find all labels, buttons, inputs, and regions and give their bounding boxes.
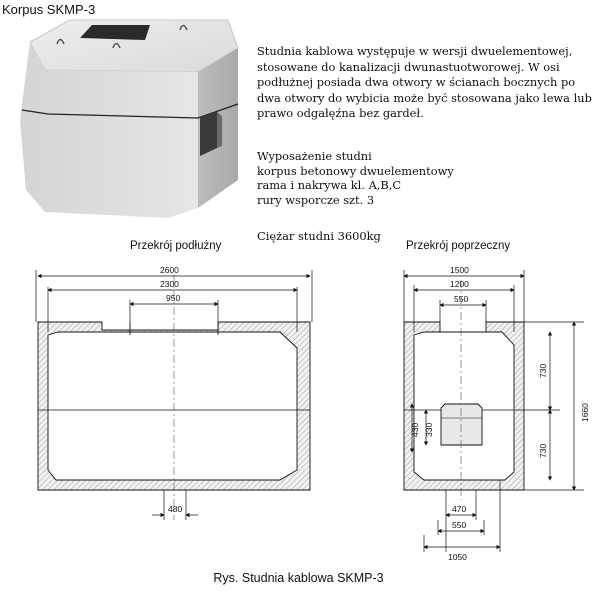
dim-overall-length: 2600 [160, 265, 179, 275]
dim-bottom-470: 470 [452, 504, 467, 514]
cross-section-label: Przekrój poprzeczny [406, 240, 511, 252]
dim-top-opening: 950 [166, 293, 181, 303]
dim-cross-overall: 1500 [450, 265, 469, 275]
dim-bottom-550: 550 [452, 520, 467, 530]
dim-opening-height-2: 330 [424, 422, 434, 437]
weight-info: Ciężar studni 3600kg [257, 229, 381, 243]
dim-upper-height: 730 [538, 363, 548, 378]
dim-opening-height-1: 430 [410, 422, 420, 437]
equipment-heading: Wyposażenie studni [257, 149, 372, 163]
dim-inner-length: 2300 [160, 279, 179, 289]
dim-total-height: 1660 [580, 403, 590, 422]
equipment-item: korpus betonowy dwuelementowy [257, 163, 454, 178]
description: Studnia kablowa występuje w wersji dwuelementowej, stosowane do kanalizacji dwunastuotworowej. W osi podłużnej posiada dwa otwory w ścianach bocznych po dwa otwory do wybicia może być stosowana jako lewa lub prawo odgałęźna bez gardeł. [257, 44, 592, 120]
dim-bottom-opening: 480 [168, 504, 183, 514]
cross-opening [441, 404, 482, 445]
equipment-item: rama i nakrywa kl. A,B,C [257, 178, 402, 192]
longitudinal-section-label: Przekrój podłużny [130, 240, 222, 252]
dim-lower-height: 730 [538, 443, 548, 458]
dim-bottom-1050: 1050 [448, 552, 467, 562]
equipment-item: rury wsporcze szt. 3 [257, 192, 375, 207]
dim-cross-top: 550 [454, 294, 469, 304]
figure-caption: Rys. Studnia kablowa SKMP-3 [213, 571, 384, 585]
page-title: Korpus SKMP-3 [2, 2, 96, 17]
dim-cross-inner: 1200 [450, 279, 469, 289]
cross-section [404, 322, 524, 490]
